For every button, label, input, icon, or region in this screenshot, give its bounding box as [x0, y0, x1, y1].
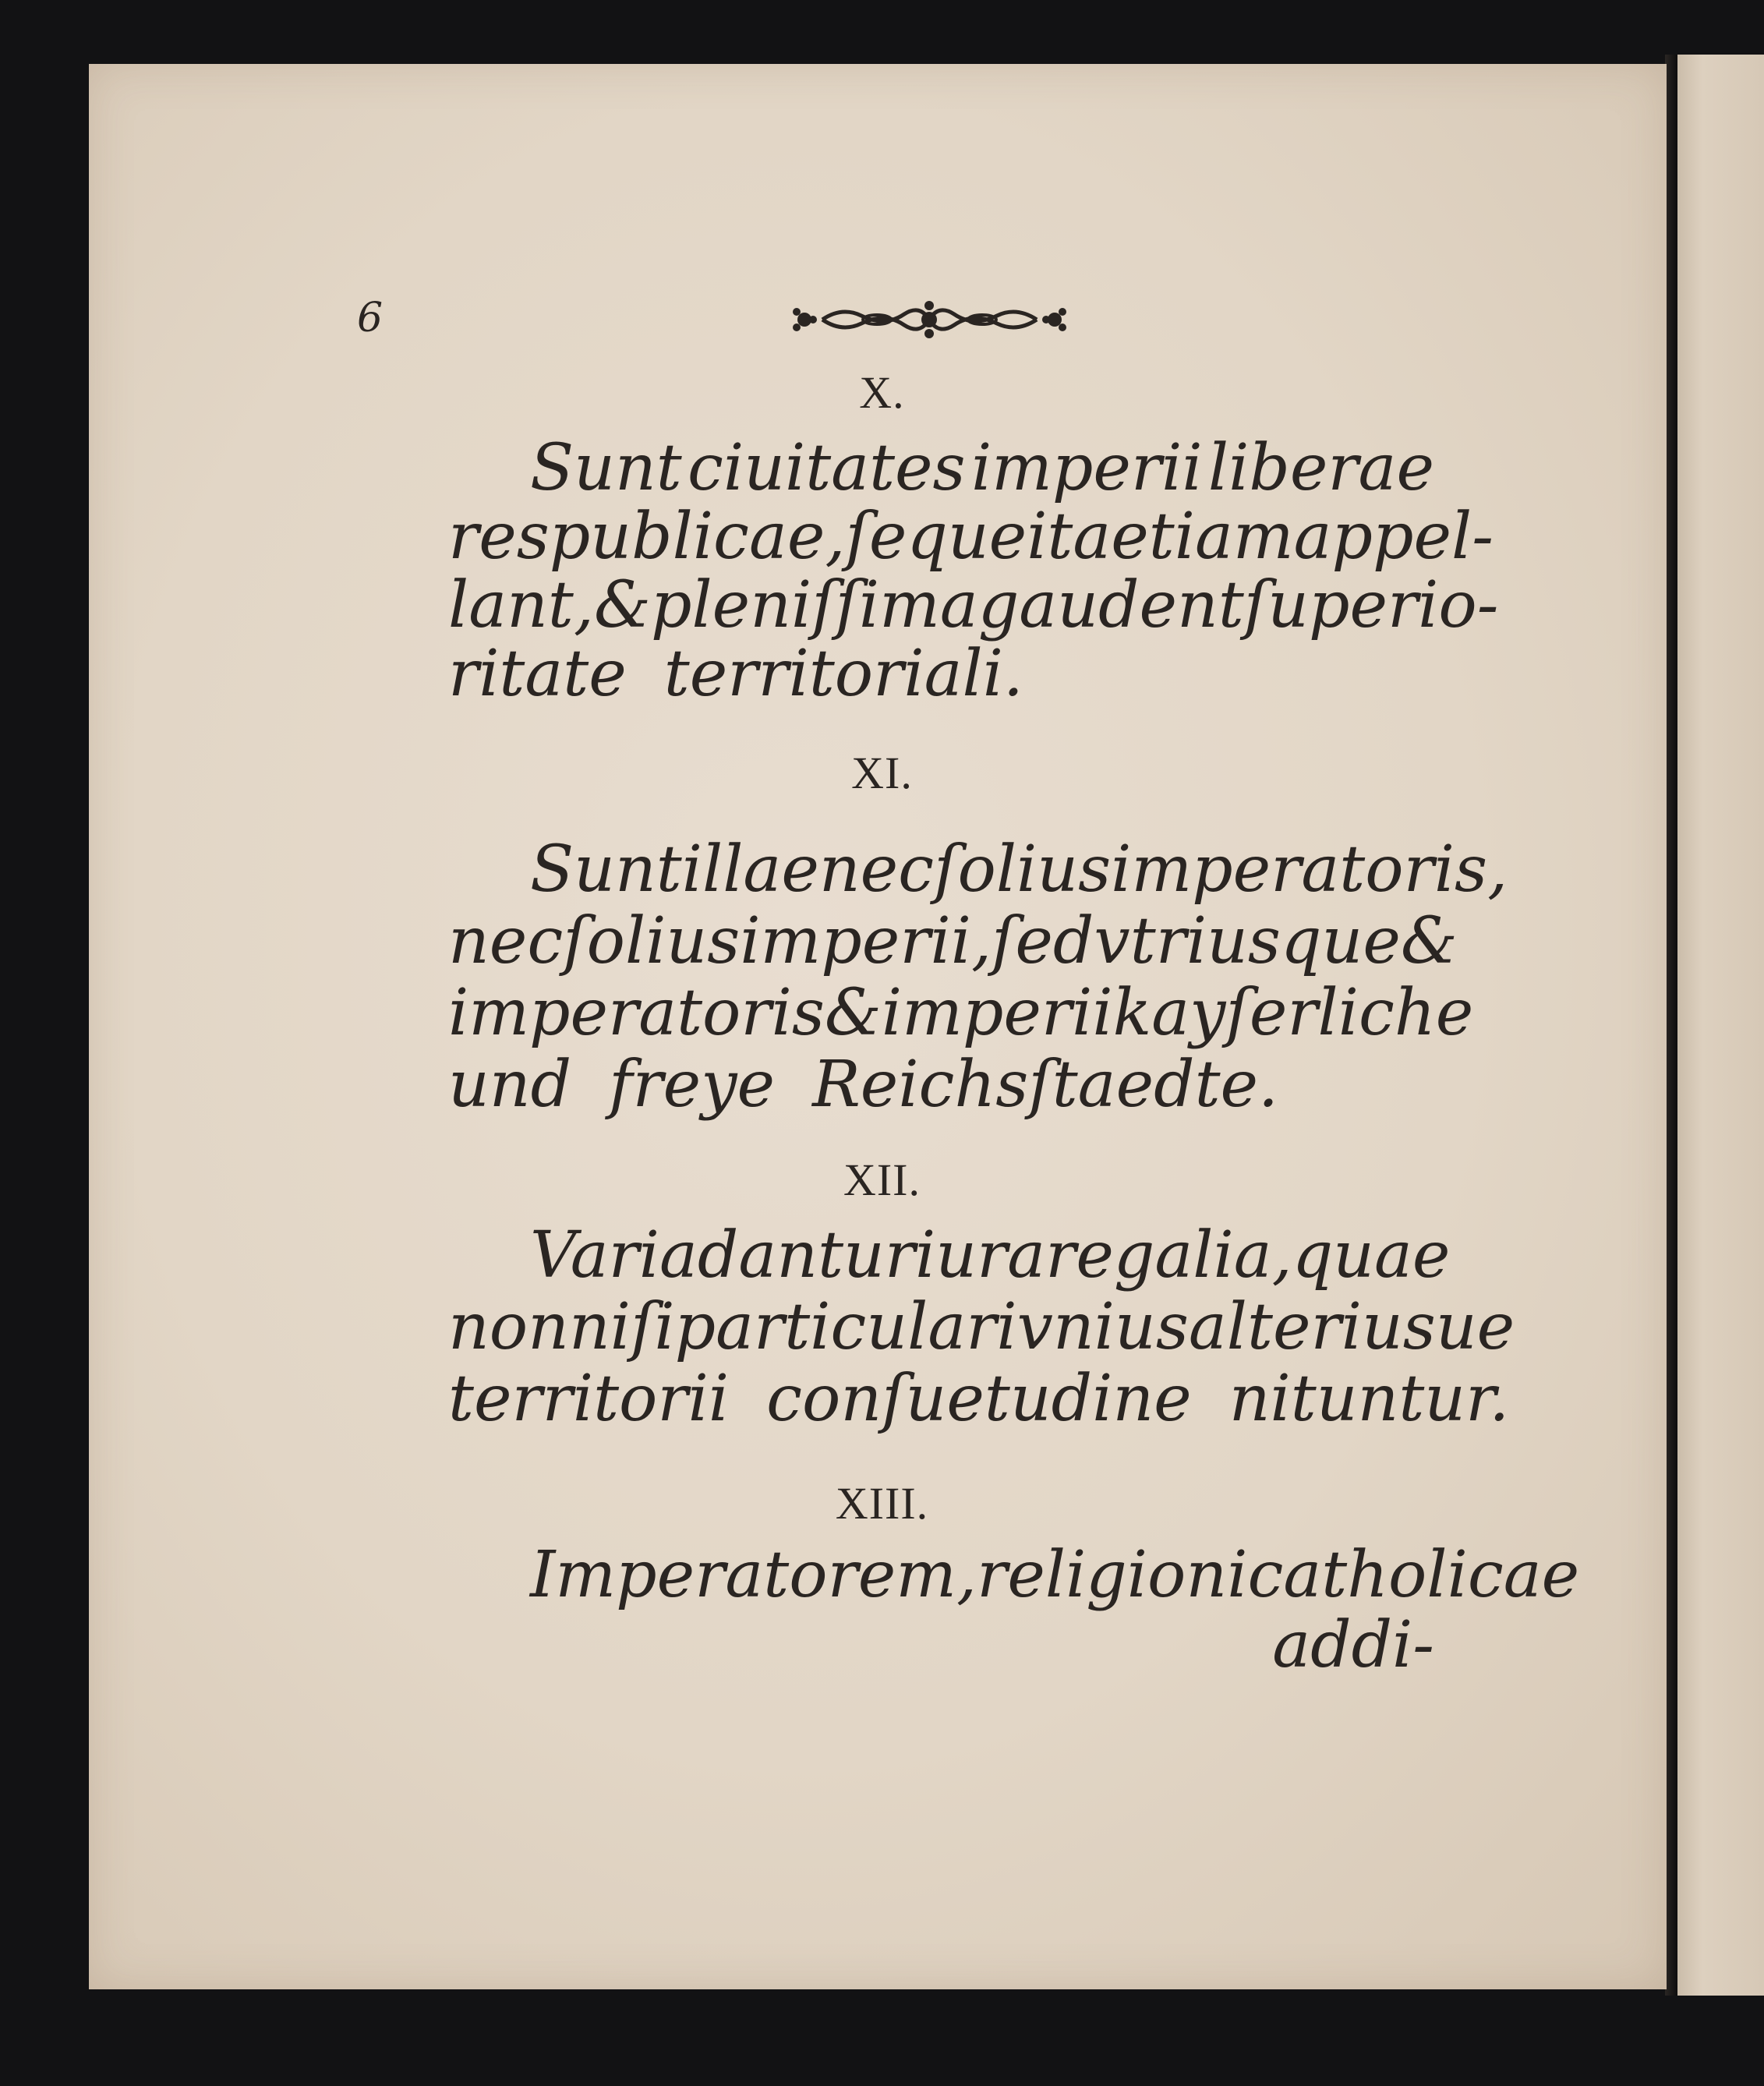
section-number: XIII.: [835, 1478, 929, 1529]
word: pleniſſima: [650, 568, 978, 642]
text-line: [448, 568, 1499, 642]
word: kayſerliche: [1112, 976, 1474, 1050]
word: niſi: [569, 1290, 675, 1364]
word: imperii: [881, 976, 1113, 1050]
text-line: [448, 1290, 1515, 1364]
word: ſuperio-: [1243, 568, 1499, 642]
word: territorii: [448, 1362, 730, 1436]
word: catholicae: [1247, 1538, 1580, 1612]
catchword: [1272, 1608, 1434, 1682]
word: territoriali.: [663, 637, 1023, 711]
word: nec: [448, 904, 564, 978]
section-number: XII.: [843, 1154, 921, 1205]
word: vtriusque: [1094, 904, 1401, 978]
word: Sunt: [530, 431, 682, 505]
word: ſolius: [563, 904, 741, 978]
word: ſed: [992, 904, 1094, 978]
word: gaudent: [977, 568, 1244, 642]
word: quae: [1292, 1218, 1451, 1292]
word: religioni: [977, 1538, 1248, 1612]
word: appel-: [1293, 500, 1494, 574]
word: lant,: [448, 568, 594, 642]
word: Sunt: [530, 833, 682, 907]
word: &: [1400, 904, 1458, 978]
word: ſolius: [934, 833, 1112, 907]
word: ciuitates: [688, 431, 966, 505]
word: imperatoris,: [1111, 833, 1508, 907]
word: &: [593, 568, 651, 642]
text-line: [448, 500, 1494, 574]
word: imperii,: [740, 904, 992, 978]
word: imperii: [970, 431, 1203, 505]
text-line: [530, 1538, 1580, 1612]
word: regalia,: [1045, 1218, 1292, 1292]
facing-page-edge: [1676, 55, 1764, 1996]
word: illae: [681, 833, 819, 907]
word: und: [448, 1048, 572, 1122]
section-number: XI.: [851, 748, 913, 798]
word: ita: [1027, 500, 1112, 574]
text-line: [448, 904, 1458, 978]
word: ſeque: [845, 500, 1027, 574]
word: iura: [915, 1218, 1046, 1292]
word: Reichsſtaedte.: [812, 1048, 1279, 1122]
word: ritate: [448, 637, 627, 711]
word: non: [448, 1290, 569, 1364]
text-line: [530, 833, 1508, 907]
text-line: [448, 976, 1474, 1050]
word: nec: [818, 833, 935, 907]
word: freye: [609, 1048, 776, 1122]
word: &: [824, 976, 882, 1050]
text-line: [448, 1362, 1510, 1436]
word: Varia: [530, 1218, 698, 1292]
word: nituntur.: [1228, 1362, 1510, 1436]
word: dantur: [697, 1218, 916, 1292]
word: imperatoris: [448, 976, 825, 1050]
section-number: X.: [859, 367, 905, 418]
word: addi-: [1272, 1608, 1434, 1682]
text-line: [530, 1218, 1451, 1292]
text-line: [530, 431, 1434, 505]
text-line: [448, 637, 1434, 711]
word: respublicae,: [448, 500, 846, 574]
book-gutter: [1665, 55, 1677, 1996]
text-line: [448, 1048, 1434, 1122]
fleuron-ornament: [787, 292, 1072, 347]
word: Imperatorem,: [530, 1538, 977, 1612]
word: etiam: [1111, 500, 1294, 574]
word: particulari: [674, 1290, 1017, 1364]
page-number: 6: [357, 295, 384, 341]
word: vnius: [1016, 1290, 1189, 1364]
word: liberae: [1207, 431, 1434, 505]
word: alteriusue: [1188, 1290, 1515, 1364]
word: conſuetudine: [766, 1362, 1192, 1436]
